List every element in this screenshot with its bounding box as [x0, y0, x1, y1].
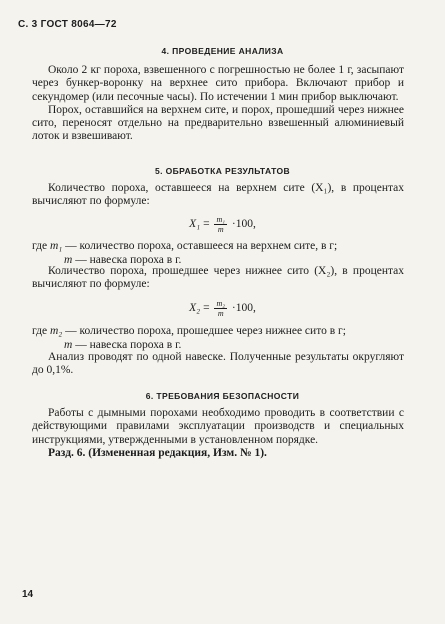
section-6-body [32, 407, 404, 460]
definition-symbol: m [64, 339, 73, 351]
section-4-body [32, 64, 404, 144]
section-4-paragraph-1: Около 2 кг пороха, взвешенного с погрешностью не более 1 г, засыпают через бункер-воронку на верхнее сито прибора. Включают прибор и секундомер (или песочные часы). По истечении 1 мин прибор выключают. [32, 64, 404, 103]
formula-x1-rhs: ·100, [231, 218, 256, 231]
formula-x2: X₂ = $\frac{\text{m₂}}{m}$ ·100, [189, 299, 256, 318]
definition-symbol: m [64, 254, 73, 266]
section-5-end [32, 351, 404, 378]
definition-prefix: где [32, 325, 48, 337]
page-number: 14 [22, 589, 34, 600]
section-5-paragraph-2: Количество пороха, прошедшее через нижнее сито (X₂), в процентах вычисляют по формуле: [32, 265, 404, 291]
formula-x2-lhs: X₂ [189, 302, 201, 315]
section-5-intro [32, 182, 404, 209]
definition-prefix: где [32, 240, 48, 252]
section-5-paragraph-3: Анализ проводят по одной навеске. Полученные результаты округляют до 0,1%. [32, 351, 404, 377]
definition-text: — количество пороха, прошедшее через нижнее сито в г; [65, 325, 346, 337]
formula-x1-lhs: X₁ [189, 218, 201, 231]
definition-text: — навеска пороха в г. [75, 254, 182, 266]
section-4-paragraph-2: Порох, оставшийся на верхнем сите, и порох, прошедший через нижнее сито, переносят отдельно на предварительно взвешенный алюминиевый лоток и взвешивают. [32, 103, 404, 143]
formula-x2-numerator: m₂ [216, 299, 225, 308]
definition-m1 [32, 240, 404, 253]
definition-m2 [32, 325, 404, 338]
section-5-mid [32, 265, 404, 292]
formula-x1-fraction [214, 215, 227, 234]
definition-text: — количество пороха, оставшееся на верхнем сите, в г; [65, 240, 338, 252]
formula-x1-denominator: m [217, 225, 224, 234]
definition-text: — навеска пороха в г. [75, 339, 182, 351]
section-4-heading: 4. ПРОВЕДЕНИЕ АНАЛИЗА [161, 46, 284, 56]
section-6-amendment-note: Разд. 6. (Измененная редакция, Изм. № 1). [48, 446, 267, 459]
definition-symbol: m₂ [49, 325, 63, 337]
section-5-heading: 5. ОБРАБОТКА РЕЗУЛЬТАТОВ [154, 166, 291, 176]
formula-x1: X₁ = $\frac{\text{m₁}}{m}$ ·100, [189, 215, 256, 234]
section-6-heading: 6. ТРЕБОВАНИЯ БЕЗОПАСНОСТИ [145, 391, 300, 401]
formula-x2-fraction [214, 299, 227, 318]
formula-x2-rhs: ·100, [231, 302, 256, 315]
section-6-paragraph-1: Работы с дымными порохами необходимо проводить в соответствии с действующими правилами эксплуатации производств и специальных инструкциями, утвержденными в установленном порядке. [32, 407, 404, 446]
definition-symbol: m₁ [49, 240, 63, 252]
formula-x1-numerator: m₁ [216, 215, 225, 224]
document-reference: С. 3 ГОСТ 8064—72 [18, 19, 117, 30]
section-5-paragraph-1: Количество пороха, оставшееся на верхнем сите (X₁), в процентах вычисляют по формуле: [32, 182, 404, 208]
formula-x2-denominator: m [217, 309, 224, 318]
